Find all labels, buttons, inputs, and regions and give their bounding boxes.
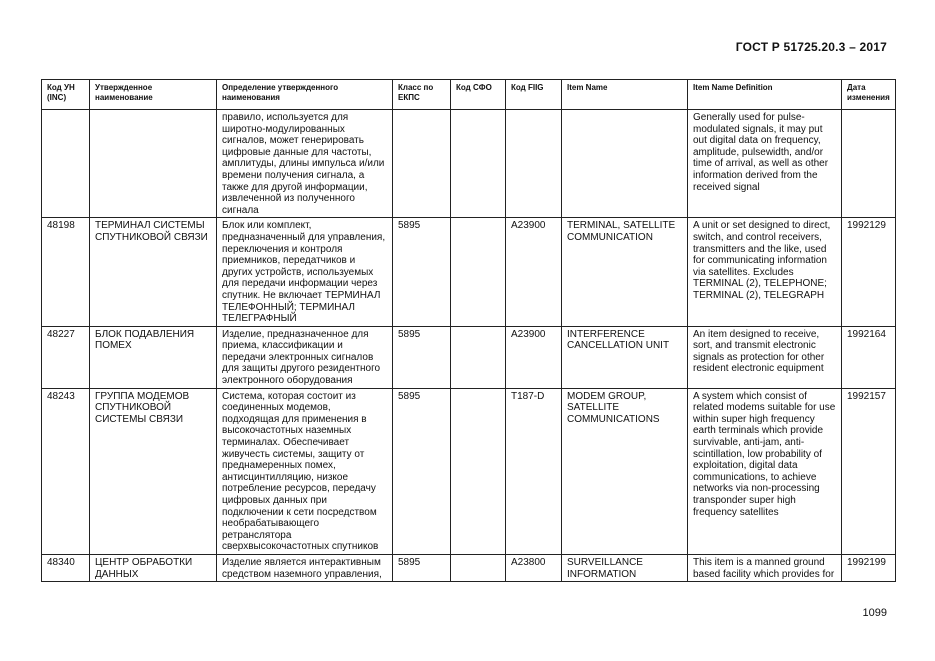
cell-definition-ru: Блок или комплект, предназначенный для управления, переключения и контроля приемников, передатчиков и других устройств, используемых для передачи информации через спутник. Не включает ТЕРМИНАЛ ТЕЛЕФОННЫЙ; ТЕРМИНАЛ ТЕЛЕГРАФНЫЙ bbox=[217, 218, 393, 326]
table-row bbox=[42, 326, 896, 388]
cell-ekps-class: 5895 bbox=[393, 388, 451, 554]
classification-table bbox=[41, 79, 896, 582]
cell-item-definition: A unit or set designed to direct, switch, and control receivers, transmitters and the like, used for communicating information via satellites. Excludes TERMINAL (2), TELEPHONE; TERMINAL (2), TELEGRAPH bbox=[688, 218, 842, 326]
table-row bbox=[42, 388, 896, 554]
cell-code: 48227 bbox=[42, 326, 90, 388]
cell-fiig-code: A23900 bbox=[506, 218, 562, 326]
cell-date: 1992199 bbox=[842, 554, 896, 581]
cell-definition-ru: Система, которая состоит из соединенных модемов, подходящая для применения в высокочастотных наземных терминалах. Обеспечивает живучесть системы, защиту от преднамеренных помех, антисцинтилляцию, низкое потребление ресурсов, передачу цифровых данных при подключении к сети посредством необрабатывающего ретранслятора сверхвысокочастотных спутников bbox=[217, 388, 393, 554]
cell-code: 48198 bbox=[42, 218, 90, 326]
cell-item-name: SURVEILLANCE INFORMATION bbox=[562, 554, 688, 581]
cell-fiig-code: A23800 bbox=[506, 554, 562, 581]
column-header-item-definition: Item Name Definition bbox=[688, 80, 842, 110]
cell-ekps-class: 5895 bbox=[393, 554, 451, 581]
cell-fiig-code: T187-D bbox=[506, 388, 562, 554]
cell-fiig-code: A23900 bbox=[506, 326, 562, 388]
cell-sfo-code bbox=[451, 110, 506, 218]
cell-date: 1992157 bbox=[842, 388, 896, 554]
table-row bbox=[42, 554, 896, 581]
cell-name-ru: ГРУППА МОДЕМОВ СПУТНИКОВОЙ СИСТЕМЫ СВЯЗИ bbox=[90, 388, 217, 554]
cell-definition-ru: Изделие является интерактивным средством наземного управления, bbox=[217, 554, 393, 581]
cell-sfo-code bbox=[451, 218, 506, 326]
cell-sfo-code bbox=[451, 388, 506, 554]
column-header-name-ru: Утвержденное наименование bbox=[90, 80, 217, 110]
cell-name-ru: ЦЕНТР ОБРАБОТКИ ДАННЫХ bbox=[90, 554, 217, 581]
column-header-ekps-class: Класс по ЕКПС bbox=[393, 80, 451, 110]
column-header-fiig-code: Код FIIG bbox=[506, 80, 562, 110]
cell-definition-ru: Изделие, предназначенное для приема, классификации и передачи электронных сигналов для защиты другого резидентного электронного оборудования bbox=[217, 326, 393, 388]
cell-sfo-code bbox=[451, 554, 506, 581]
table-header-row bbox=[42, 80, 896, 110]
cell-name-ru: БЛОК ПОДАВЛЕНИЯ ПОМЕХ bbox=[90, 326, 217, 388]
cell-item-name bbox=[562, 110, 688, 218]
cell-name-ru bbox=[90, 110, 217, 218]
document-title: ГОСТ Р 51725.20.3 – 2017 bbox=[735, 40, 887, 54]
cell-code: 48340 bbox=[42, 554, 90, 581]
cell-item-definition: An item designed to receive, sort, and transmit electronic signals as protection for other resident electronic equipment bbox=[688, 326, 842, 388]
column-header-definition-ru: Определение утвержденного наименования bbox=[217, 80, 393, 110]
cell-item-definition: This item is a manned ground based facility which provides for bbox=[688, 554, 842, 581]
cell-item-definition: A system which consist of related modems suitable for use within super high frequency earth terminals which provide survivable, anti-jam, anti-scintillation, low probability of exploitation, digital data communications, to achieve networks via non-processing transponder super high frequency satellites bbox=[688, 388, 842, 554]
cell-date: 1992164 bbox=[842, 326, 896, 388]
column-header-item-name: Item Name bbox=[562, 80, 688, 110]
cell-fiig-code bbox=[506, 110, 562, 218]
cell-code bbox=[42, 110, 90, 218]
page-number: 1099 bbox=[862, 607, 887, 619]
table-row bbox=[42, 218, 896, 326]
table-row bbox=[42, 110, 896, 218]
cell-item-name: INTERFERENCE CANCELLATION UNIT bbox=[562, 326, 688, 388]
cell-ekps-class: 5895 bbox=[393, 326, 451, 388]
cell-date: 1992129 bbox=[842, 218, 896, 326]
cell-code: 48243 bbox=[42, 388, 90, 554]
cell-ekps-class bbox=[393, 110, 451, 218]
cell-sfo-code bbox=[451, 326, 506, 388]
column-header-code: Код УН (INC) bbox=[42, 80, 90, 110]
column-header-date: Дата изменения bbox=[842, 80, 896, 110]
cell-date bbox=[842, 110, 896, 218]
cell-ekps-class: 5895 bbox=[393, 218, 451, 326]
column-header-sfo-code: Код СФО bbox=[451, 80, 506, 110]
cell-definition-ru: правило, используется для широтно-модулированных сигналов, может генерировать цифровые данные для частоты, амплитуды, длины импульса и/или времени получения сигнала, а также для другой информации, извлеченной из полученного сигнала bbox=[217, 110, 393, 218]
cell-item-name: MODEM GROUP, SATELLITE COMMUNICATIONS bbox=[562, 388, 688, 554]
cell-item-definition: Generally used for pulse-modulated signals, it may put out digital data on frequency, amplitude, pulsewidth, and/or time of arrival, as well as other information derived from the received signal bbox=[688, 110, 842, 218]
cell-item-name: TERMINAL, SATELLITE COMMUNICATION bbox=[562, 218, 688, 326]
cell-name-ru: ТЕРМИНАЛ СИСТЕМЫ СПУТНИКОВОЙ СВЯЗИ bbox=[90, 218, 217, 326]
